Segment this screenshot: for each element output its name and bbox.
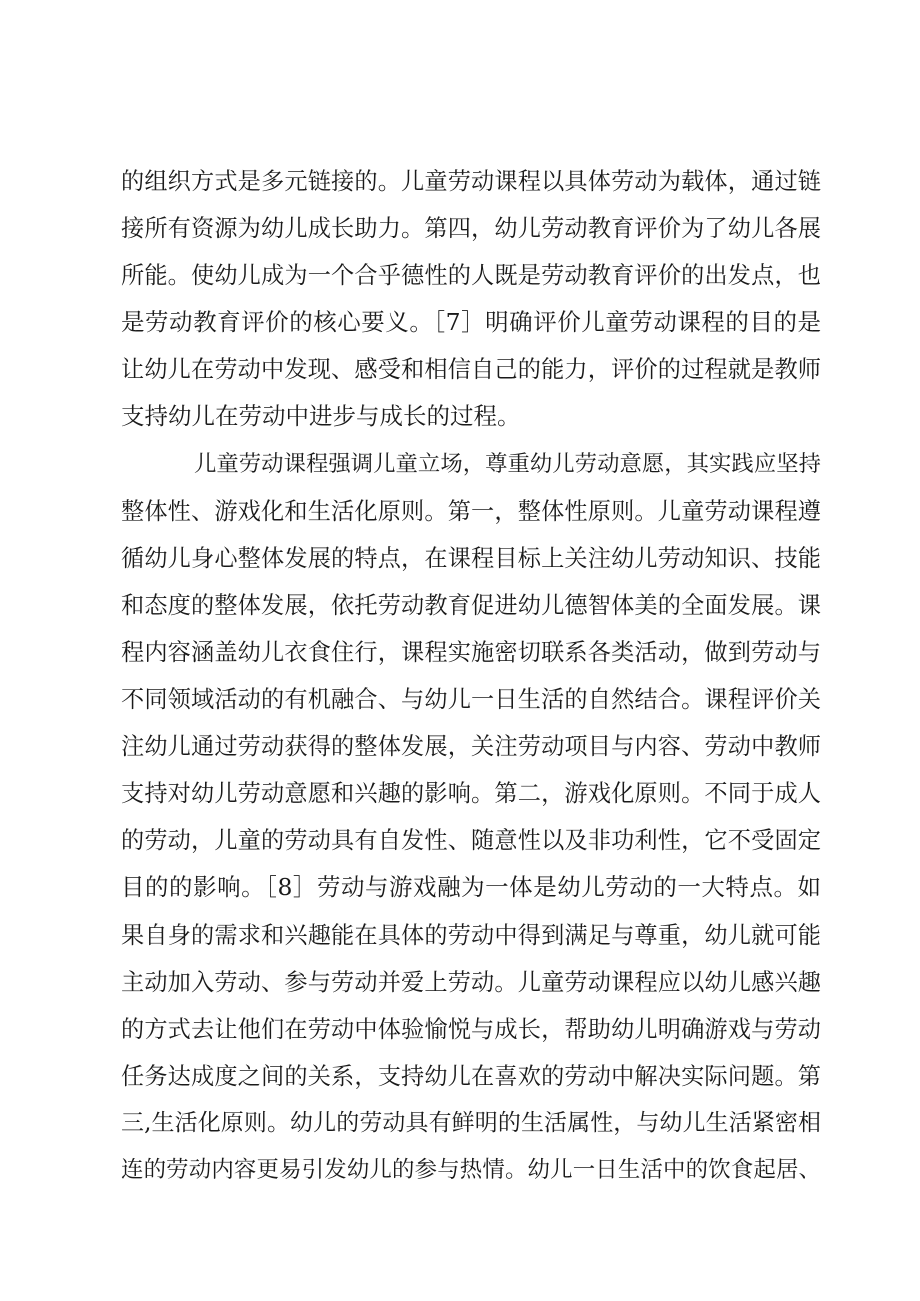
text-line: 的方式去让他们在劳动中体验愉悦与成长，帮助幼儿明确游戏与劳动 — [121, 1015, 821, 1043]
text-line: 接所有资源为幼儿成长助力。第四，幼儿劳动教育评价为了幼儿各展 — [121, 215, 821, 243]
text-line: 任务达成度之间的关系，支持幼儿在喜欢的劳动中解决实际问题。第 — [121, 1062, 821, 1090]
text-line: 主动加入劳动、参与劳动并爱上劳动。儿童劳动课程应以幼儿感兴趣 — [121, 968, 821, 996]
text-line: 所能。使幼儿成为一个合乎德性的人既是劳动教育评价的出发点，也 — [121, 262, 821, 290]
text-line: 不同领域活动的有机融合、与幼儿一日生活的自然结合。课程评价关 — [121, 686, 821, 714]
text-line: 儿童劳动课程强调儿童立场，尊重幼儿劳动意愿，其实践应坚持 — [194, 450, 821, 477]
text-line: 的劳动，儿童的劳动具有自发性、随意性以及非功利性，它不受固定 — [121, 827, 821, 855]
text-line: 程内容涵盖幼儿衣食住行，课程实施密切联系各类活动，做到劳动与 — [121, 638, 821, 666]
text-line: 和态度的整体发展，依托劳动教育促进幼儿德智体美的全面发展。课 — [121, 591, 821, 619]
text-line: 支持对幼儿劳动意愿和兴趣的影响。第二，游戏化原则。不同于成人 — [121, 780, 821, 808]
text-line: 果自身的需求和兴趣能在具体的劳动中得到满足与尊重，幼儿就可能 — [121, 921, 821, 949]
text-line: 连的劳动内容更易引发幼儿的参与热情。幼儿一日生活中的饮食起居、 — [121, 1156, 821, 1183]
text-line: 三,生活化原则。幼儿的劳动具有鲜明的生活属性，与幼儿生活紧密相 — [121, 1109, 821, 1136]
text-line: 注幼儿通过劳动获得的整体发展，关注劳动项目与内容、劳动中教师 — [121, 733, 821, 761]
text-line: 目的的影响。［8］劳动与游戏融为一体是幼儿劳动的一大特点。如 — [121, 873, 821, 902]
text-line: 的组织方式是多元链接的。儿童劳动课程以具体劳动为载体，通过链 — [121, 168, 821, 195]
text-line: 循幼儿身心整体发展的特点，在课程目标上关注幼儿劳动知识、技能 — [121, 544, 821, 572]
text-line: 支持幼儿在劳动中进步与成长的过程。 — [121, 402, 521, 431]
text-line: 是劳动教育评价的核心要义。［7］明确评价儿童劳动课程的目的是 — [121, 308, 821, 337]
text-line: 整体性、游戏化和生活化原则。第一，整体性原则。儿童劳动课程遵 — [121, 497, 821, 525]
body-text — [121, 158, 821, 1194]
text-line: 让幼儿在劳动中发现、感受和相信自己的能力，评价的过程就是教师 — [121, 356, 821, 384]
